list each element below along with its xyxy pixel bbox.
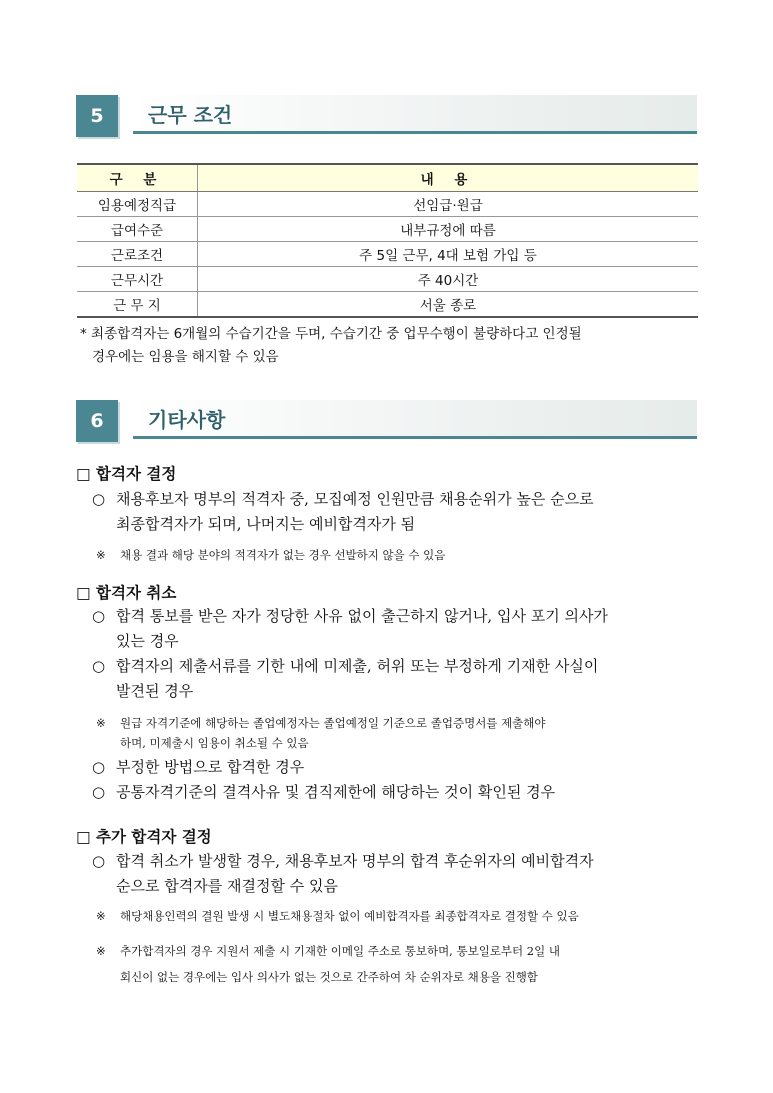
table-cell-content: 내부규정에 따름 — [198, 217, 699, 242]
table-header-category: 구 분 — [77, 164, 198, 192]
table-row — [77, 192, 698, 217]
reference-text: 추가합격자의 경우 지원서 제출 시 기재한 이메일 주소로 통보하며, 통보일로부터 2일 내 — [120, 944, 560, 958]
reference-note — [96, 906, 711, 926]
table-row — [77, 217, 698, 242]
item-text: 합격 취소가 발생할 경우, 채용후보자 명부의 합격 후순위자의 예비합격자 — [116, 852, 594, 870]
heading-pass-decision: □ 합격자 결정 — [76, 464, 177, 483]
section-title: 근무 조건 — [148, 103, 233, 127]
reference-text: 원급 자격기준에 해당하는 졸업예정자는 졸업예정일 기준으로 졸업증명서를 제출해야 — [120, 716, 546, 730]
list-item — [92, 604, 707, 654]
table-cell-content: 서울 종로 — [198, 292, 699, 318]
item-text-cont: 있는 경우 — [116, 632, 179, 650]
reference-mark: ※ — [96, 716, 106, 730]
reference-note — [96, 545, 706, 565]
note-line: 경우에는 임용을 해지할 수 있음 — [92, 349, 279, 365]
item-text: 합격 통보를 받은 자가 정당한 사유 없이 출근하지 않거나, 입사 포기 의사가 — [116, 607, 608, 625]
table-cell-category: 임용예정직급 — [77, 192, 198, 217]
item-text: 합격자의 제출서류를 기한 내에 미제출, 허위 또는 부정하게 기재한 사실이 — [116, 657, 599, 675]
table-row — [77, 242, 698, 267]
reference-mark: ※ — [96, 909, 106, 923]
item-text: 부정한 방법으로 합격한 경우 — [116, 758, 305, 776]
section-6-header — [76, 400, 697, 442]
table-row — [77, 292, 698, 318]
circle-bullet: ○ — [92, 783, 106, 801]
probation-note — [80, 323, 582, 369]
section-title: 기타사항 — [148, 408, 226, 432]
table-cell-category: 근무시간 — [77, 267, 198, 292]
item-text: 공통자격기준의 결격사유 및 겸직제한에 해당하는 것이 확인된 경우 — [116, 783, 556, 801]
list-item — [92, 654, 707, 704]
table-cell-category: 근로조건 — [77, 242, 198, 267]
reference-text: 채용 결과 해당 분야의 적격자가 없는 경우 선발하지 않을 수 있음 — [120, 548, 446, 562]
circle-bullet: ○ — [92, 657, 106, 675]
list-item — [92, 780, 707, 805]
table-cell-content: 선임급·원급 — [198, 192, 699, 217]
reference-note — [96, 713, 706, 753]
table-header-row — [77, 164, 698, 192]
table-cell-category: 급여수준 — [77, 217, 198, 242]
circle-bullet: ○ — [92, 607, 106, 625]
note-line: * 최종합격자는 6개월의 수습기간을 두며, 수습기간 중 업무수행이 불량하다고 인정될 — [80, 326, 582, 342]
reference-text-cont: 회신이 없는 경우에는 입사 의사가 없는 것으로 간주하여 차 순위자로 채용을 진행함 — [120, 970, 538, 984]
circle-bullet: ○ — [92, 852, 106, 870]
list-item — [92, 849, 707, 899]
item-text-cont: 발견된 경우 — [116, 682, 194, 700]
list-item — [92, 487, 707, 537]
reference-mark: ※ — [96, 944, 106, 958]
list-item — [92, 755, 707, 780]
table-row — [77, 267, 698, 292]
reference-note — [96, 938, 711, 990]
section-number: 5 — [76, 95, 118, 137]
item-text: 채용후보자 명부의 적격자 중, 모집예정 인원만큼 채용순위가 높은 순으로 — [116, 490, 594, 508]
reference-mark: ※ — [96, 548, 106, 562]
table-cell-content: 주 5일 근무, 4대 보험 가입 등 — [198, 242, 699, 267]
reference-text: 해당채용인력의 결원 발생 시 별도채용절차 없이 예비합격자를 최종합격자로 결정할 수 있음 — [120, 909, 579, 923]
circle-bullet: ○ — [92, 490, 106, 508]
table-header-content: 내 용 — [198, 164, 699, 192]
table-cell-content: 주 40시간 — [198, 267, 699, 292]
section-number: 6 — [76, 400, 118, 442]
heading-pass-cancel: □ 합격자 취소 — [76, 583, 177, 602]
heading-additional-decision: □ 추가 합격자 결정 — [76, 827, 212, 846]
item-text-cont: 순으로 합격자를 재결정할 수 있음 — [116, 877, 338, 895]
reference-text-cont: 하며, 미제출시 임용이 취소될 수 있음 — [120, 736, 309, 750]
circle-bullet: ○ — [92, 758, 106, 776]
table-cell-category: 근 무 지 — [77, 292, 198, 318]
section-5-header — [76, 95, 697, 137]
work-conditions-table — [77, 163, 698, 318]
item-text-cont: 최종합격자가 되며, 나머지는 예비합격자가 됨 — [116, 515, 416, 533]
